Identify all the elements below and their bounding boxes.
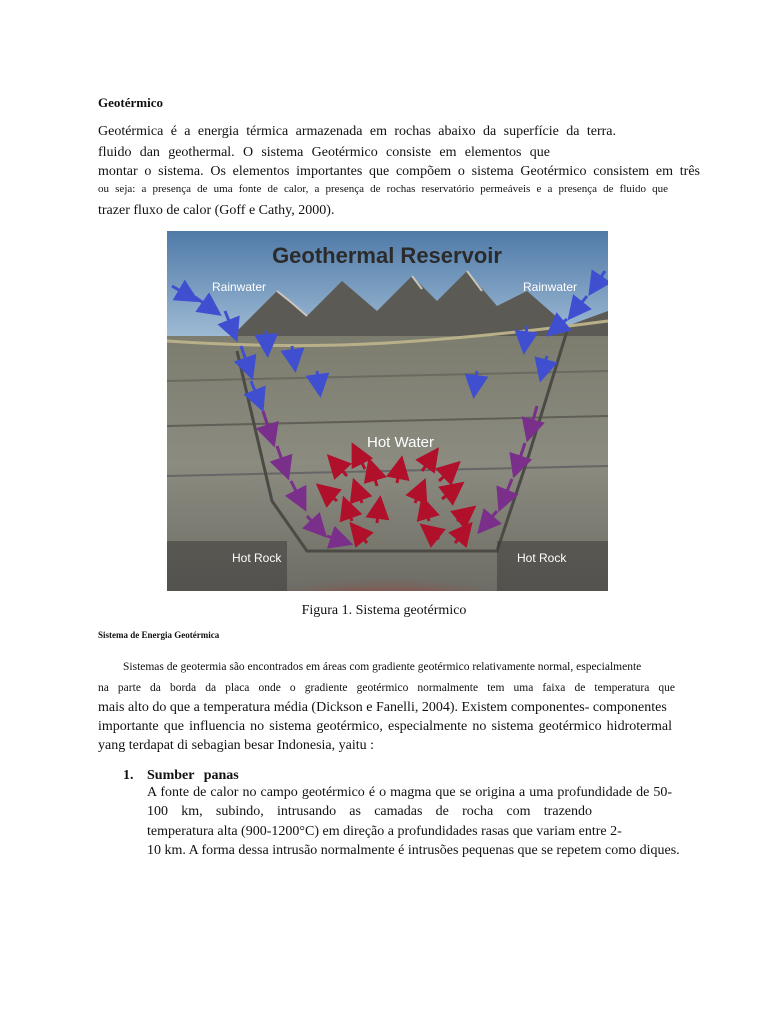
paragraph-line: mais alto do que a temperatura média (Dickson e Fanelli, 2004). Existem componentes- componentes: [98, 700, 667, 715]
figure-image-title: Geothermal Reservoir: [272, 243, 502, 268]
geothermal-reservoir-figure: [167, 231, 608, 591]
section-title: Geotérmico: [98, 95, 163, 110]
paragraph-line: Sistemas de geotermia são encontrados em áreas com gradiente geotérmico relativamente normal, especialmente: [123, 661, 642, 673]
list-item-line: A fonte de calor no campo geotérmico é o magma que se origina a uma profundidade de 50-: [147, 785, 672, 800]
paragraph-line: importante que influencia no sistema geotérmico, especialmente no sistema geotérmico hidrotermal: [98, 719, 672, 734]
paragraph-line: fluido dan geothermal. O sistema Geotérmico consiste em elementos que: [98, 145, 550, 160]
paragraph-line: Geotérmica é a energia térmica armazenada em rochas abaixo da superfície da terra.: [98, 124, 616, 139]
list-item-line: temperatura alta (900-1200°C) em direção a profundidades rasas que variam entre 2-: [147, 824, 622, 839]
paragraph-line: na parte da borda da placa onde o gradiente geotérmico normalmente tem uma faixa de temperatura que: [98, 682, 675, 694]
list-item-line: 10 km. A forma dessa intrusão normalmente é intrusões pequenas que se repetem como diques.: [147, 843, 680, 858]
hot-rock-label-left: Hot Rock: [232, 551, 282, 565]
hot-water-label: Hot Water: [367, 434, 434, 451]
list-item-title: Sumber panas: [147, 768, 239, 783]
list-item-line: 100 km, subindo, intrusando as camadas de rocha com trazendo: [147, 804, 592, 819]
hot-rock-label-right: Hot Rock: [517, 551, 567, 565]
list-item-number: 1.: [123, 768, 134, 783]
rainwater-label-right: Rainwater: [523, 280, 578, 294]
paragraph-line: yang terdapat di sebagian besar Indonesia, yaitu :: [98, 738, 375, 753]
paragraph-line: montar o sistema. Os elementos importantes que compõem o sistema Geotérmico consistem em três: [98, 164, 700, 179]
subsection-title: Sistema de Energia Geotérmica: [98, 630, 220, 640]
paragraph-line: ou seja: a presença de uma fonte de calor, a presença de rochas reservatório permeáveis e a presença de fluido que: [98, 183, 668, 195]
figure-caption: Figura 1. Sistema geotérmico: [301, 603, 467, 618]
paragraph-line: trazer fluxo de calor (Goff e Cathy, 2000).: [98, 203, 335, 218]
rainwater-label-left: Rainwater: [212, 280, 267, 294]
